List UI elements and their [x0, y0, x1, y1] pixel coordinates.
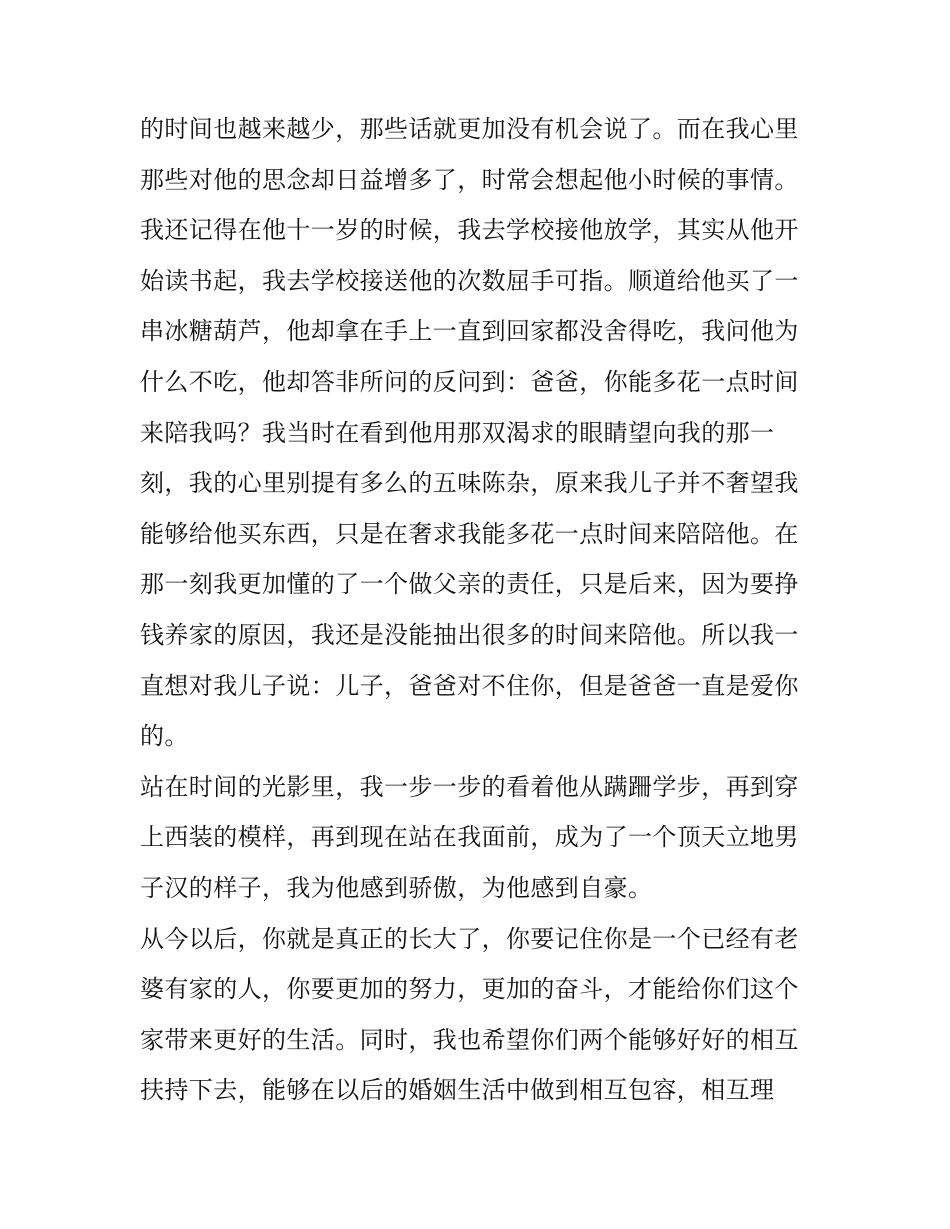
text-line: 我还记得在他十一岁的时候，我去学校接他放学，其实从他开 — [140, 216, 799, 245]
text-line: 从今以后，你就是真正的长大了，你要记住你是一个已经有老 — [140, 924, 799, 953]
text-line: 婆有家的人，你要更加的努力，更加的奋斗，才能给你们这个 — [140, 975, 799, 1004]
text-line: 的。 — [140, 722, 189, 751]
text-line: 那些对他的思念却日益增多了，时常会想起他小时候的事情。 — [140, 165, 799, 194]
text-line: 子汉的样子，我为他感到骄傲，为他感到自豪。 — [140, 873, 653, 902]
text-line: 上西装的模样，再到现在站在我面前，成为了一个顶天立地男 — [140, 823, 799, 852]
text-line: 钱养家的原因，我还是没能抽出很多的时间来陪他。所以我一 — [140, 620, 799, 649]
text-line: 能够给他买东西，只是在奢求我能多花一点时间来陪陪他。在 — [140, 519, 799, 548]
document-body — [140, 104, 812, 1116]
text-line: 站在时间的光影里，我一步一步的看着他从蹒跚学步，再到穿 — [140, 772, 799, 801]
text-line: 的时间也越来越少，那些话就更加没有机会说了。而在我心里 — [140, 115, 799, 143]
text-line: 始读书起，我去学校接送他的次数屈手可指。顺道给他买了一 — [140, 266, 799, 295]
text-line: 直想对我儿子说：儿子，爸爸对不住你，但是爸爸一直是爱你 — [140, 671, 799, 700]
text-line: 串冰糖葫芦，他却拿在手上一直到回家都没舍得吃，我问他为 — [140, 317, 799, 346]
text-line: 家带来更好的生活。同时，我也希望你们两个能够好好的相互 — [140, 1025, 799, 1054]
text-line: 那一刻我更加懂的了一个做父亲的责任，只是后来，因为要挣 — [140, 570, 799, 599]
text-line: 刻，我的心里别提有多么的五味陈杂，原来我儿子并不奢望我 — [140, 469, 799, 498]
text-line: 来陪我吗？我当时在看到他用那双渴求的眼睛望向我的那一 — [140, 418, 775, 447]
text-line: 什么不吃，他却答非所问的反问到：爸爸，你能多花一点时间 — [140, 367, 799, 396]
text-line: 扶持下去，能够在以后的婚姻生活中做到相互包容，相互理 — [140, 1076, 775, 1105]
